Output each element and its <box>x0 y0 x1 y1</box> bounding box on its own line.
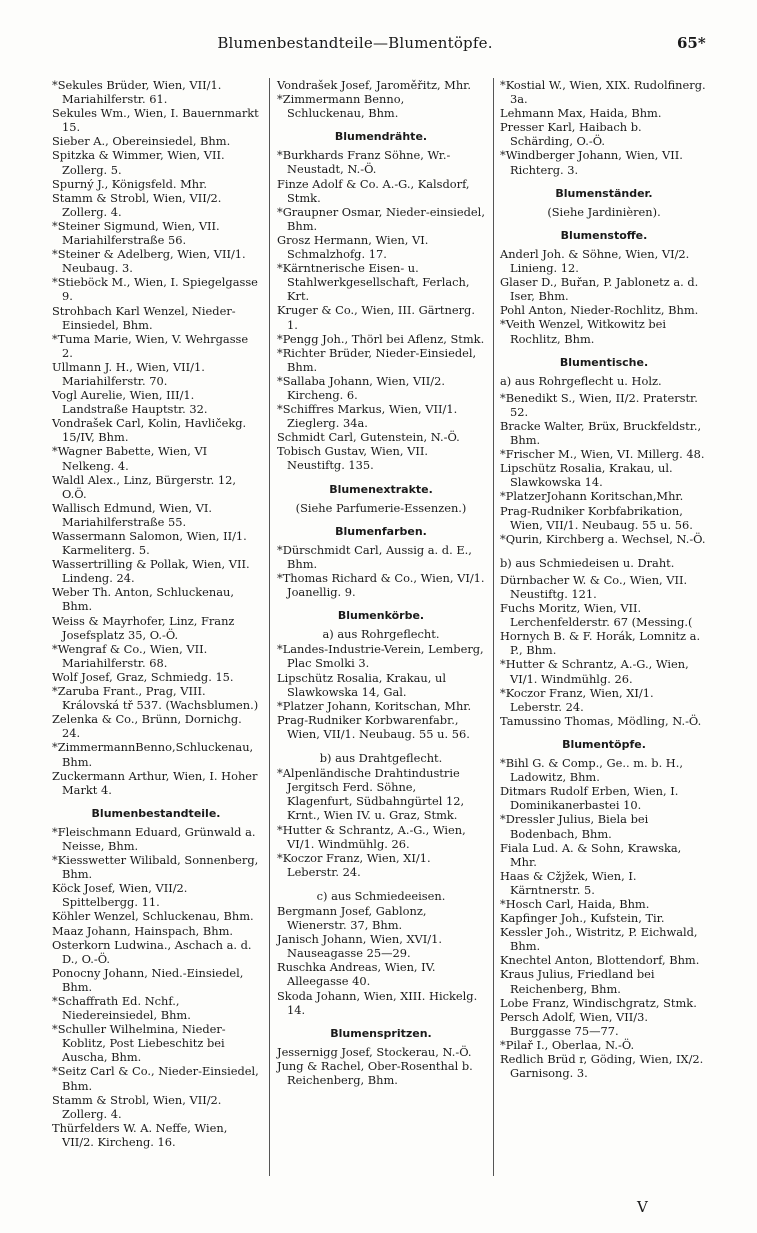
directory-entry: Weiss & Mayrhofer, Linz, Franz Josefsplatz 35, O.-Ö. <box>52 613 235 642</box>
directory-entry: *Dressler Julius, Biela bei Bodenbach, Bhm. <box>500 812 649 841</box>
directory-entry: *Wengraf & Co., Wien, VII. Mariahilferstr. 68. <box>52 641 208 670</box>
section-heading-blumentische: Blumentische. <box>559 355 649 369</box>
entry-list <box>500 391 708 546</box>
directory-entry: *Hutter & Schrantz, A.-G., Wien, VI/1. Windmühlg. 26. <box>277 822 466 851</box>
subsection-heading: a) aus Rohrgeflecht. <box>322 627 440 642</box>
directory-entry: *Landes-Industrie-Verein, Lemberg, Plac Smolki 3. <box>277 642 484 671</box>
column-left <box>52 78 260 1149</box>
directory-entry: *Zaruba Frant., Prag, VIII. Královská tř 537. (Wachsblumen.) <box>52 684 259 713</box>
directory-entry: *Thomas Richard & Co., Wien, VI/1. Joanellig. 9. <box>277 571 485 600</box>
directory-entry: *Platzer Johann, Koritschan, Mhr. <box>277 698 472 713</box>
section-heading-blumenstaender: Blumenständer. <box>555 186 653 200</box>
directory-entry: Hornych B. & F. Horák, Lomnitz a. P., Bhm. <box>500 629 701 658</box>
directory-entry: Vondrašek Josef, Jaroměřitz, Mhr. <box>277 78 471 92</box>
column-middle <box>277 78 485 1087</box>
directory-entry: Stamm & Strobl, Wien, VII/2. Zollerg. 4. <box>52 190 222 219</box>
directory-entry: *PlatzerJohann Koritschan,Mhr. <box>500 489 684 504</box>
directory-entry: *Schuller Wilhelmina, Nieder-Koblitz, Post Liebeschitz bei Auscha, Bhm. <box>52 1022 226 1065</box>
directory-entry: *Koczor Franz, Wien, XI/1. Leberstr. 24. <box>277 850 431 879</box>
directory-entry: *Kärntnerische Eisen- u. Stahlwerkgesellschaft, Ferlach, Krt. <box>277 261 470 304</box>
directory-entry: *Alpenländische Drahtindustrie Jergitsch Ferd. Söhne, Klagenfurt, Südbahngürtel 12, Krnt., Wien IV. u. Graz, Stmk. <box>277 766 465 823</box>
directory-entry: Thürfelders W. A. Neffe, Wien, VII/2. Kircheng. 16. <box>52 1120 228 1149</box>
directory-entry: Spitzka & Wimmer, Wien, VII. Zollerg. 5. <box>52 148 225 177</box>
directory-entry: Tamussino Thomas, Mödling, N.-Ö. <box>500 713 702 728</box>
directory-entry: Kraus Julius, Friedland bei Reichenberg, Bhm. <box>500 967 655 996</box>
directory-entry: Ruschka Andreas, Wien, IV. Alleegasse 40. <box>277 960 436 989</box>
directory-entry: *ZimmermannBenno,Schluckenau, Bhm. <box>52 740 254 769</box>
entry-list <box>277 78 485 120</box>
directory-entry: Waldl Alex., Linz, Bürgerstr. 12, O.Ö. <box>52 472 236 501</box>
directory-entry: *Wagner Babette, Wien, VI Nelkeng. 4. <box>52 444 208 473</box>
page-number: 65* <box>677 34 706 52</box>
entry-list <box>277 766 485 879</box>
directory-entry: *Hutter & Schrantz, A.-G., Wien, VI/1. Windmühlg. 26. <box>500 657 689 686</box>
directory-entry: *Qurin, Kirchberg a. Wechsel, N.-Ö. <box>500 531 706 546</box>
directory-entry: *Seitz Carl & Co., Nieder-Einsiedel, Bhm. <box>52 1064 259 1093</box>
directory-entry: Stamm & Strobl, Wien, VII/2. Zollerg. 4. <box>52 1092 222 1121</box>
section-heading-blumenspritzen: Blumenspritzen. <box>330 1026 432 1040</box>
page-title: Blumenbestandteile—Blumentöpfe. <box>217 34 493 52</box>
directory-entry: Strohbach Karl Wenzel, Nieder-Einsiedel, Bhm. <box>52 303 236 332</box>
directory-entry: Pohl Anton, Nieder-Rochlitz, Bhm. <box>500 303 699 318</box>
directory-entry: *Steiner & Adelberg, Wien, VII/1. Neubaug. 3. <box>52 247 246 276</box>
directory-entry: Prag-Rudniker Korbwarenfabr., Wien, VII/1. Neubaug. 55 u. 56. <box>277 712 470 741</box>
cross-reference: (Siehe Jardinièren). <box>547 204 661 219</box>
page-header <box>0 34 757 56</box>
directory-entry: Janisch Johann, Wien, XVI/1. Nauseagasse 25—29. <box>277 932 442 961</box>
section-heading-blumenextrakte: Blumenextrakte. <box>329 482 433 496</box>
directory-entry: Grosz Hermann, Wien, VI. Schmalzhofg. 17. <box>277 232 429 262</box>
entry-list <box>500 573 708 728</box>
directory-entry: Sekules Wm., Wien, I. Bauernmarkt 15. <box>52 106 259 135</box>
directory-entry: Kapfinger Joh., Kufstein, Tir. <box>500 911 665 926</box>
directory-entry: Haas & Cžjžek, Wien, I. Kärntnerstr. 5. <box>500 868 637 897</box>
directory-entry: Lobe Franz, Windischgratz, Stmk. <box>500 995 697 1010</box>
directory-entry: *Sallaba Johann, Wien, VII/2. Kircheng. 6. <box>277 373 445 402</box>
column-divider <box>269 78 270 1176</box>
directory-entry: *Kostial W., Wien, XIX. Rudolfinerg. 3a. <box>500 78 706 107</box>
directory-entry: Vogl Aurelie, Wien, III/1. Landstraße Hauptstr. 32. <box>52 388 208 417</box>
directory-entry: Kessler Joh., Wistritz, P. Eichwald, Bhm. <box>500 925 698 954</box>
directory-entry: Wassertrilling & Pollak, Wien, VII. Lindeng. 24. <box>52 557 250 586</box>
entry-list <box>277 904 485 1017</box>
section-heading-blumenfarben: Blumenfarben. <box>335 524 427 538</box>
directory-entry: Persch Adolf, Wien, VII/3. Burggasse 75—77. <box>500 1009 648 1038</box>
column-right <box>500 78 708 1080</box>
directory-entry: *Windberger Johann, Wien, VII. Richterg. 3. <box>500 148 683 177</box>
directory-entry: *Kiesswetter Wilibald, Sonnenberg, Bhm. <box>52 853 259 882</box>
directory-entry: Lehmann Max, Haida, Bhm. <box>500 106 662 121</box>
directory-entry: *Koczor Franz, Wien, XI/1. Leberstr. 24. <box>500 685 654 714</box>
directory-entry: Ullmann J. H., Wien, VII/1. Mariahilferstr. 70. <box>52 359 205 388</box>
entry-list <box>500 78 708 177</box>
directory-entry: *Stieböck M., Wien, I. Spiegelgasse 9. <box>52 275 258 304</box>
directory-entry: Finze Adolf & Co. A.-G., Kalsdorf, Stmk. <box>277 176 470 205</box>
directory-entry: *Graupner Osmar, Nieder-einsiedel, Bhm. <box>277 204 485 233</box>
directory-entry: Redlich Brüd r, Göding, Wien, IX/2. Garnisong. 3. <box>500 1052 704 1081</box>
subsection-heading: b) aus Drahtgeflecht. <box>319 751 443 766</box>
directory-entry: Skoda Johann, Wien, XIII. Hickelg. 14. <box>277 988 478 1017</box>
directory-entry: Osterkorn Ludwina., Aschach a. d. D., O.-Ö. <box>52 937 252 966</box>
directory-entry: *Benedikt S., Wien, II/2. Praterstr. 52. <box>500 390 698 419</box>
directory-entry: *Hosch Carl, Haida, Bhm. <box>500 896 650 911</box>
directory-entry: Anderl Joh. & Söhne, Wien, VI/2. Linieng. 12. <box>500 246 690 276</box>
column-divider <box>493 78 494 1176</box>
directory-entry: Tobisch Gustav, Wien, VII. Neustiftg. 135. <box>277 444 428 473</box>
subsection-heading: c) aus Schmiedeeisen. <box>316 888 446 903</box>
directory-entry: Fuchs Moritz, Wien, VII. Lerchenfelderstr. 67 (Messing.( <box>500 601 693 630</box>
directory-entry: Wassermann Salomon, Wien, II/1. Karmeliterg. 5. <box>52 529 247 558</box>
section-heading-blumenstoffe: Blumenstoffe. <box>560 228 648 242</box>
directory-entry: Zuckermann Arthur, Wien, I. Hoher Markt 4. <box>52 768 258 797</box>
directory-entry: *Dürschmidt Carl, Aussig a. d. E., Bhm. <box>277 542 472 571</box>
subsection-heading: b) aus Schmiedeisen u. Draht. <box>500 555 675 570</box>
directory-entry: *Fleischmann Eduard, Grünwald a. Neisse, Bhm. <box>52 824 256 853</box>
subsection-heading: a) aus Rohrgeflecht u. Holz. <box>500 373 662 388</box>
directory-entry: Schmidt Carl, Gutenstein, N.-Ö. <box>277 430 460 445</box>
directory-entry: Köck Josef, Wien, VII/2. Spittelbergg. 11. <box>52 881 188 910</box>
directory-entry: *Pengg Joh., Thörl bei Aflenz, Stmk. <box>277 331 485 346</box>
directory-entry: Jessernigg Josef, Stockerau, N.-Ö. <box>277 1044 472 1059</box>
entry-list <box>500 247 708 346</box>
signature-mark: V <box>637 1198 648 1216</box>
directory-entry: Glaser D., Buřan, P. Jablonetz a. d. Iser, Bhm. <box>500 275 699 304</box>
directory-entry: Kruger & Co., Wien, III. Gärtnerg. 1. <box>277 303 475 332</box>
directory-entry: Weber Th. Anton, Schluckenau, Bhm. <box>52 585 234 614</box>
directory-entry: Vondrašek Carl, Kolin, Havličekg. 15/IV, Bhm. <box>52 416 247 445</box>
directory-entry: *Pilař I., Oberlaa, N.-Ö. <box>500 1037 635 1052</box>
directory-entry: Bracke Walter, Brüx, Bruckfeldstr., Bhm. <box>500 418 702 448</box>
entry-list <box>500 756 708 1080</box>
directory-entry: Lipschütz Rosalia, Krakau, ul. Slawkowska 14. <box>500 461 673 490</box>
section-heading-blumenkoerbe: Blumenkörbe. <box>337 609 425 623</box>
entry-list <box>277 642 485 741</box>
directory-entry: *Steiner Sigmund, Wien, VII. Mariahilferstraße 56. <box>52 218 220 248</box>
cross-reference: (Siehe Parfumerie-Essenzen.) <box>295 500 467 515</box>
directory-entry: Ponocny Johann, Nied.-Einsiedel, Bhm. <box>52 965 244 994</box>
directory-entry: Spurný J., Königsfeld. Mhr. <box>52 176 207 191</box>
directory-entry: *Frischer M., Wien, VI. Millerg. 48. <box>500 447 705 462</box>
directory-entry: Bergmann Josef, Gablonz, Wienerstr. 37, Bhm. <box>277 903 427 933</box>
directory-entry: Wallisch Edmund, Wien, VI. Mariahilferstraße 55. <box>52 500 213 529</box>
directory-entry: Dürnbacher W. & Co., Wien, VII. Neustiftg. 121. <box>500 572 688 601</box>
directory-entry: *Veith Wenzel, Witkowitz bei Rochlitz, Bhm. <box>500 317 667 346</box>
directory-entry: Maaz Johann, Hainspach, Bhm. <box>52 923 234 938</box>
directory-entry: Presser Karl, Haibach b. Schärding, O.-Ö. <box>500 120 642 149</box>
directory-entry: *Schiffres Markus, Wien, VII/1. Zieglerg. 34a. <box>277 402 458 431</box>
directory-entry: Knechtel Anton, Blottendorf, Bhm. <box>500 953 700 968</box>
section-heading-blumendraehte: Blumendrähte. <box>334 130 428 144</box>
directory-entry: *Richter Brüder, Nieder-Einsiedel, Bhm. <box>277 345 477 374</box>
entry-list <box>277 148 485 472</box>
directory-entry: *Zimmermann Benno, Schluckenau, Bhm. <box>277 92 405 121</box>
directory-entry: *Sekules Brüder, Wien, VII/1. Mariahilferstr. 61. <box>52 78 222 107</box>
section-heading-blumenbestandteile: Blumenbestandteile. <box>91 806 221 820</box>
directory-entry: Lipschütz Rosalia, Krakau, ul Slawkowska 14, Gal. <box>277 670 446 699</box>
directory-entry: Jung & Rachel, Ober-Rosenthal b. Reichenberg, Bhm. <box>277 1058 473 1087</box>
directory-entry: Ditmars Rudolf Erben, Wien, I. Dominikanerbastei 10. <box>500 784 679 813</box>
directory-entry: Fiala Lud. A. & Sohn, Krawska, Mhr. <box>500 840 682 869</box>
directory-entry: Köhler Wenzel, Schluckenau, Bhm. <box>52 909 254 924</box>
directory-entry: Zelenka & Co., Brünn, Dornichg. 24. <box>52 712 242 741</box>
directory-entry: *Bihl G. & Comp., Ge.. m. b. H., Ladowitz, Bhm. <box>500 756 683 785</box>
entry-list <box>52 825 260 1149</box>
directory-entry: *Tuma Marie, Wien, V. Wehrgasse 2. <box>52 331 249 360</box>
directory-entry: *Burkhards Franz Söhne, Wr.-Neustadt, N.-Ö. <box>277 148 451 177</box>
entry-list <box>277 543 485 599</box>
directory-entry: *Schaffrath Ed. Nchf., Niedereinsiedel, Bhm. <box>52 994 191 1023</box>
directory-entry: Wolf Josef, Graz, Schmiedg. 15. <box>52 669 234 684</box>
entry-list <box>277 1045 485 1087</box>
entry-list <box>52 78 260 797</box>
section-heading-blumentoepfe: Blumentöpfe. <box>562 737 646 751</box>
directory-entry: Prag-Rudniker Korbfabrikation, Wien, VII/1. Neubaug. 55 u. 56. <box>500 503 693 532</box>
directory-entry: Sieber A., Obereinsiedel, Bhm. <box>52 134 231 149</box>
